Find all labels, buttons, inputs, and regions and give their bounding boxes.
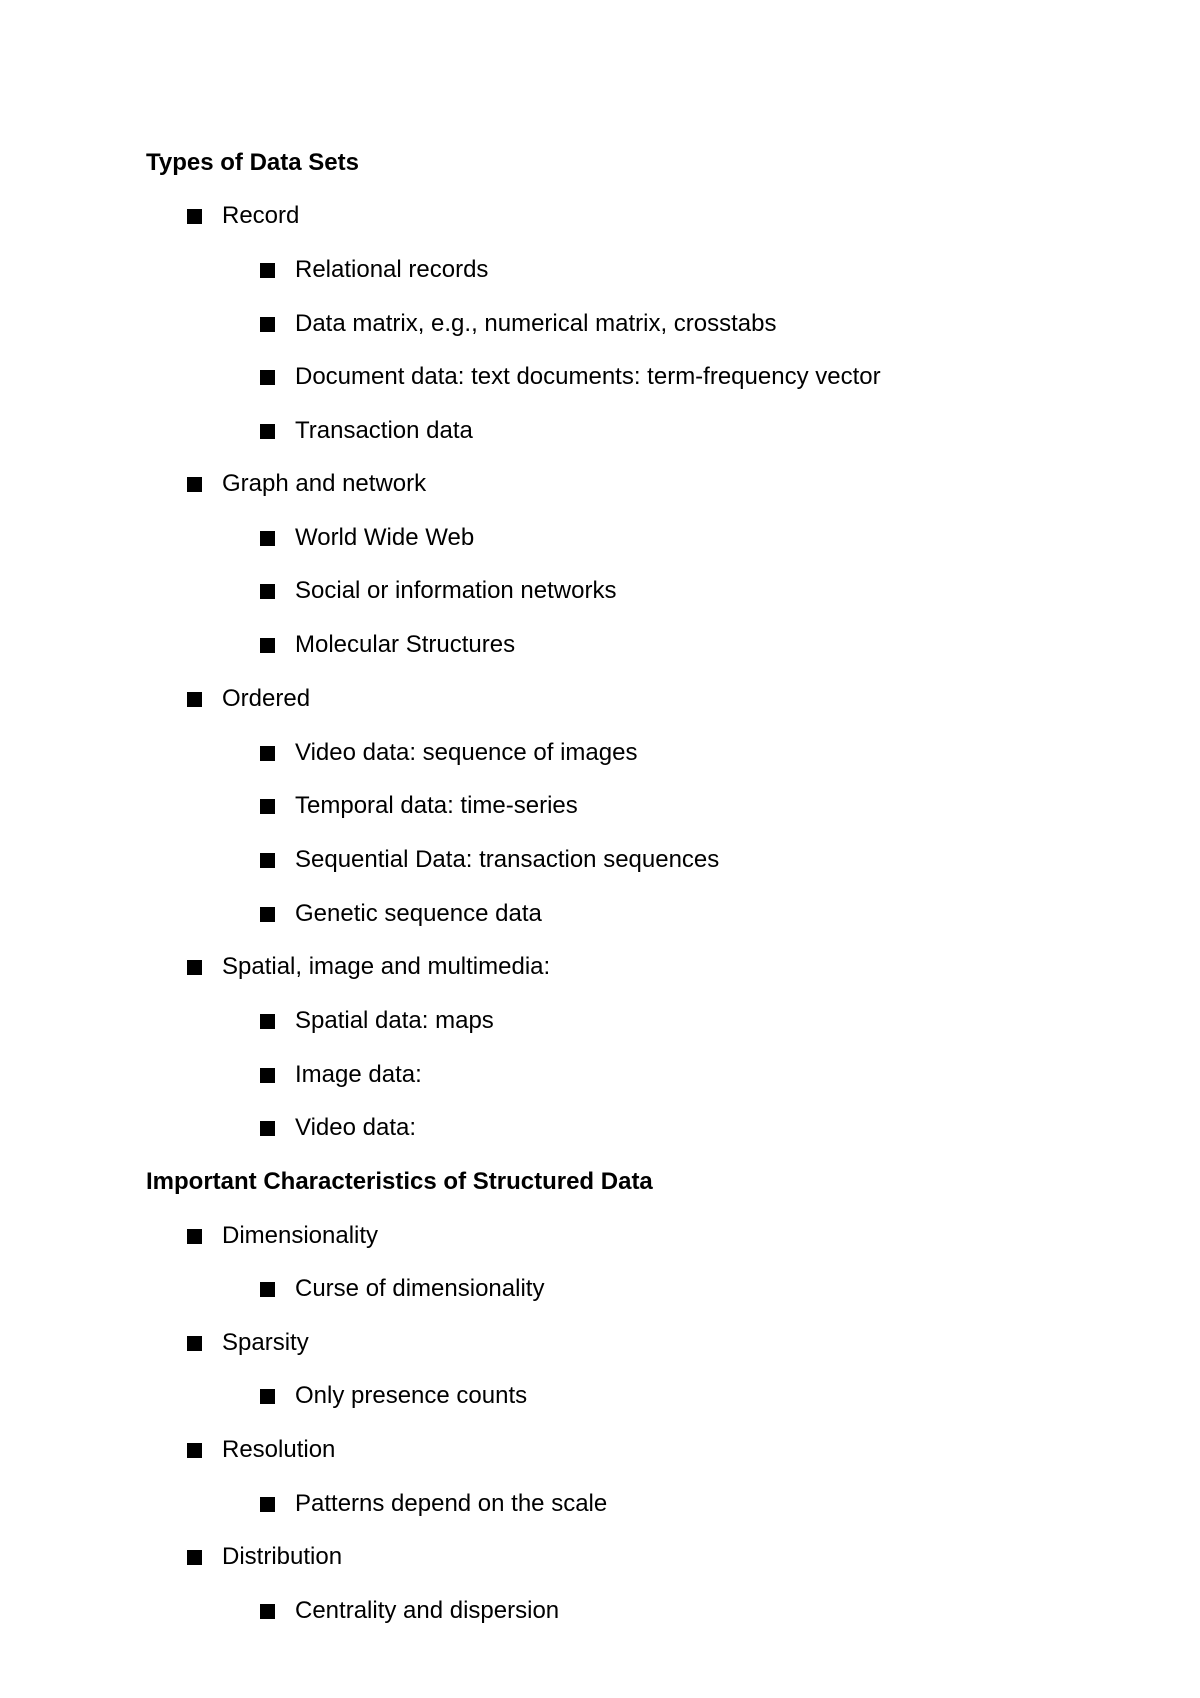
sub-list-item-label: Transaction data xyxy=(295,417,473,444)
sub-list-item xyxy=(260,1274,544,1304)
sub-list-item-label: Molecular Structures xyxy=(295,631,516,658)
square-bullet-icon xyxy=(187,692,202,707)
square-bullet-icon xyxy=(260,1389,275,1404)
list-item-label: Graph and network xyxy=(222,470,427,497)
square-bullet-icon xyxy=(260,1604,275,1619)
square-bullet-icon xyxy=(260,1014,275,1029)
sub-list-item-label: Curse of dimensionality xyxy=(295,1275,545,1302)
sub-list-item-label: Relational records xyxy=(295,256,489,283)
list-item xyxy=(187,201,299,231)
square-bullet-icon xyxy=(187,1550,202,1565)
square-bullet-icon xyxy=(260,907,275,922)
square-bullet-icon xyxy=(260,370,275,385)
sub-list-item xyxy=(260,309,776,339)
square-bullet-icon xyxy=(260,1282,275,1297)
sub-list-item xyxy=(260,362,881,392)
section-heading: Important Characteristics of Structured Data xyxy=(146,1168,653,1195)
sub-list-item xyxy=(260,1381,527,1411)
list-item-label: Record xyxy=(222,202,300,229)
square-bullet-icon xyxy=(187,1229,202,1244)
list-item xyxy=(187,1221,378,1251)
square-bullet-icon xyxy=(260,531,275,546)
square-bullet-icon xyxy=(260,799,275,814)
sub-list-item-label: Document data: text documents: term-frequency vector xyxy=(295,363,881,390)
sub-list-item-label: World Wide Web xyxy=(295,524,475,551)
square-bullet-icon xyxy=(187,1443,202,1458)
section-heading: Types of Data Sets xyxy=(146,149,359,176)
sub-list-item-label: Sequential Data: transaction sequences xyxy=(295,846,720,873)
list-item-label: Resolution xyxy=(222,1436,336,1463)
square-bullet-icon xyxy=(260,317,275,332)
sub-list-item-label: Patterns depend on the scale xyxy=(295,1490,608,1517)
sub-list-item xyxy=(260,899,542,929)
sub-list-item xyxy=(260,630,515,660)
square-bullet-icon xyxy=(260,1497,275,1512)
square-bullet-icon xyxy=(187,960,202,975)
sub-list-item xyxy=(260,738,637,768)
sub-list-item xyxy=(260,1596,559,1626)
list-item xyxy=(187,1435,335,1465)
sub-list-item xyxy=(260,791,578,821)
square-bullet-icon xyxy=(260,1068,275,1083)
square-bullet-icon xyxy=(260,638,275,653)
square-bullet-icon xyxy=(187,477,202,492)
square-bullet-icon xyxy=(260,1121,275,1136)
sub-list-item xyxy=(260,1060,422,1090)
list-item-label: Spatial, image and multimedia: xyxy=(222,953,551,980)
square-bullet-icon xyxy=(260,424,275,439)
square-bullet-icon xyxy=(260,746,275,761)
sub-list-item xyxy=(260,1113,416,1143)
sub-list-item-label: Genetic sequence data xyxy=(295,900,542,927)
sub-list-item-label: Image data: xyxy=(295,1061,422,1088)
list-item xyxy=(187,684,310,714)
square-bullet-icon xyxy=(260,263,275,278)
sub-list-item xyxy=(260,845,719,875)
sub-list-item-label: Temporal data: time-series xyxy=(295,792,578,819)
sub-list-item xyxy=(260,523,474,553)
list-item-label: Distribution xyxy=(222,1543,343,1570)
list-item xyxy=(187,469,426,499)
square-bullet-icon xyxy=(187,1336,202,1351)
list-item xyxy=(187,952,550,982)
sub-list-item-label: Video data: sequence of images xyxy=(295,739,638,766)
list-item xyxy=(187,1542,342,1572)
sub-list-item-label: Social or information networks xyxy=(295,577,617,604)
sub-list-item-label: Video data: xyxy=(295,1114,416,1141)
sub-list-item-label: Spatial data: maps xyxy=(295,1007,494,1034)
square-bullet-icon xyxy=(260,584,275,599)
square-bullet-icon xyxy=(187,209,202,224)
sub-list-item xyxy=(260,1006,494,1036)
list-item xyxy=(187,1328,309,1358)
sub-list-item-label: Centrality and dispersion xyxy=(295,1597,560,1624)
sub-list-item xyxy=(260,1489,607,1519)
sub-list-item xyxy=(260,255,488,285)
list-item-label: Sparsity xyxy=(222,1329,309,1356)
sub-list-item xyxy=(260,416,473,446)
sub-list-item-label: Only presence counts xyxy=(295,1382,528,1409)
square-bullet-icon xyxy=(260,853,275,868)
sub-list-item xyxy=(260,576,616,606)
list-item-label: Dimensionality xyxy=(222,1222,379,1249)
sub-list-item-label: Data matrix, e.g., numerical matrix, crosstabs xyxy=(295,310,777,337)
list-item-label: Ordered xyxy=(222,685,311,712)
